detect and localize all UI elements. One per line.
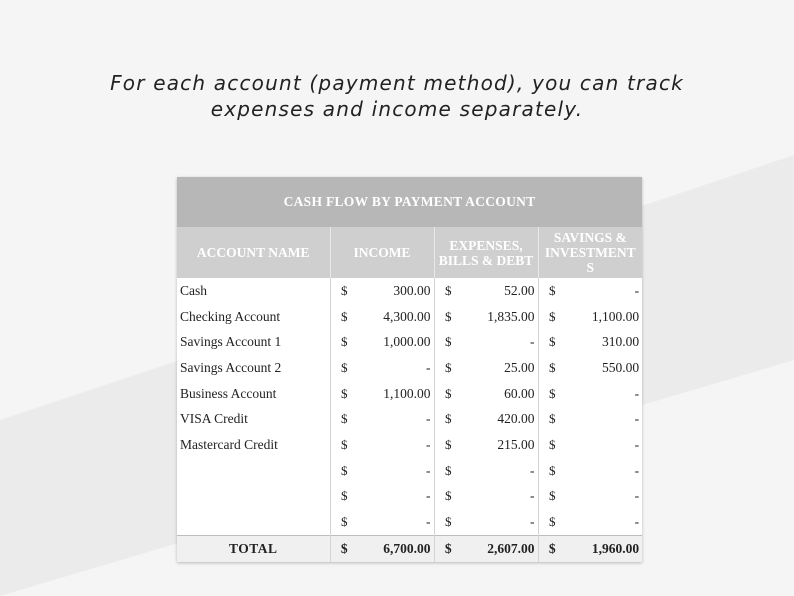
caption-line-2: expenses and income separately. xyxy=(210,97,584,121)
table-row xyxy=(177,355,642,381)
expenses-cell[interactable]: 1,835.00 xyxy=(487,308,535,324)
income-cell[interactable]: - xyxy=(426,411,431,427)
income-currency[interactable]: $ xyxy=(330,278,358,304)
caption-line-1: For each account (payment method), you can track xyxy=(110,71,684,95)
income-currency[interactable]: $ xyxy=(330,406,358,432)
account-name-cell[interactable]: Savings Account 1 xyxy=(180,334,282,350)
account-name-cell[interactable]: VISA Credit xyxy=(180,411,248,427)
income-currency[interactable]: $ xyxy=(330,355,358,381)
account-name-cell[interactable]: Business Account xyxy=(180,385,277,401)
expenses-currency[interactable]: $ xyxy=(434,432,462,458)
income-currency[interactable]: $ xyxy=(330,432,358,458)
expenses-cell[interactable]: 215.00 xyxy=(497,436,535,452)
savings-currency[interactable]: $ xyxy=(538,304,566,330)
account-name-cell[interactable]: Savings Account 2 xyxy=(180,359,282,375)
account-name-cell[interactable]: Mastercard Credit xyxy=(180,436,278,452)
expenses-cell[interactable]: - xyxy=(530,462,535,478)
header-savings-line-3: S xyxy=(586,260,595,275)
income-currency[interactable]: $ xyxy=(330,329,358,355)
table-row xyxy=(177,484,642,510)
savings-currency[interactable]: $ xyxy=(538,329,566,355)
total-income-currency: $ xyxy=(330,535,358,562)
table-row xyxy=(177,304,642,330)
total-label: TOTAL xyxy=(177,535,330,562)
table-row xyxy=(177,278,642,304)
expenses-currency[interactable]: $ xyxy=(434,458,462,484)
savings-cell[interactable]: - xyxy=(634,411,640,427)
table-body xyxy=(177,278,642,535)
income-currency[interactable]: $ xyxy=(330,381,358,407)
expenses-cell[interactable]: 52.00 xyxy=(504,282,535,298)
expenses-currency[interactable]: $ xyxy=(434,509,462,535)
savings-currency[interactable]: $ xyxy=(538,458,566,484)
table-title: CASH FLOW BY PAYMENT ACCOUNT xyxy=(177,177,642,227)
savings-currency[interactable]: $ xyxy=(538,406,566,432)
header-expenses-line-1: EXPENSES, xyxy=(449,237,523,253)
total-expenses-currency: $ xyxy=(434,535,462,562)
total-savings: 1,960.00 xyxy=(566,535,642,562)
expenses-currency[interactable]: $ xyxy=(434,329,462,355)
expenses-cell[interactable]: 60.00 xyxy=(504,385,535,401)
table-row xyxy=(177,458,642,484)
income-currency[interactable]: $ xyxy=(330,458,358,484)
expenses-cell[interactable]: - xyxy=(530,514,535,530)
table-row xyxy=(177,381,642,407)
income-cell[interactable]: - xyxy=(426,436,431,452)
header-expenses-line-2: BILLS & DEBT xyxy=(438,252,534,268)
total-income: 6,700.00 xyxy=(358,535,434,562)
savings-currency[interactable]: $ xyxy=(538,278,566,304)
total-expenses: 2,607.00 xyxy=(462,535,538,562)
income-cell[interactable]: - xyxy=(426,514,431,530)
header-expenses xyxy=(434,227,538,278)
income-cell[interactable]: 1,100.00 xyxy=(383,385,431,401)
account-name-cell[interactable] xyxy=(177,509,330,535)
savings-cell[interactable]: - xyxy=(634,436,640,452)
header-savings-line-2: INVESTMENT xyxy=(544,245,636,260)
table-title-row xyxy=(177,177,642,227)
savings-currency[interactable]: $ xyxy=(538,381,566,407)
income-cell[interactable]: - xyxy=(426,488,431,504)
expenses-cell[interactable]: 420.00 xyxy=(497,411,535,427)
income-currency[interactable]: $ xyxy=(330,304,358,330)
savings-cell[interactable]: - xyxy=(634,514,640,530)
cash-flow-sheet xyxy=(177,177,642,562)
savings-cell[interactable]: - xyxy=(634,282,640,298)
total-row xyxy=(177,535,642,562)
income-cell[interactable]: 300.00 xyxy=(393,282,431,298)
account-name-cell[interactable]: Cash xyxy=(180,282,207,298)
expenses-currency[interactable]: $ xyxy=(434,381,462,407)
savings-currency[interactable]: $ xyxy=(538,355,566,381)
savings-cell[interactable]: - xyxy=(634,462,640,478)
savings-cell[interactable]: 550.00 xyxy=(601,359,640,375)
income-cell[interactable]: - xyxy=(426,462,431,478)
expenses-currency[interactable]: $ xyxy=(434,484,462,510)
total-savings-currency: $ xyxy=(538,535,566,562)
header-account-name: ACCOUNT NAME xyxy=(177,227,330,278)
header-income: INCOME xyxy=(330,227,434,278)
savings-cell[interactable]: 310.00 xyxy=(601,334,640,350)
header-savings-line-1: SAVINGS & xyxy=(553,230,627,245)
expenses-cell[interactable]: - xyxy=(530,488,535,504)
table-row xyxy=(177,329,642,355)
income-cell[interactable]: 1,000.00 xyxy=(383,334,431,350)
caption-text xyxy=(0,70,794,122)
expenses-currency[interactable]: $ xyxy=(434,406,462,432)
savings-cell[interactable]: - xyxy=(634,385,640,401)
expenses-currency[interactable]: $ xyxy=(434,278,462,304)
expenses-cell[interactable]: - xyxy=(530,334,535,350)
savings-currency[interactable]: $ xyxy=(538,432,566,458)
table-row xyxy=(177,509,642,535)
expenses-cell[interactable]: 25.00 xyxy=(504,359,535,375)
header-savings xyxy=(538,227,642,278)
table-row xyxy=(177,432,642,458)
table-header-row xyxy=(177,227,642,278)
savings-currency[interactable]: $ xyxy=(538,509,566,535)
account-name-cell[interactable]: Checking Account xyxy=(180,308,281,324)
savings-cell[interactable]: 1,100.00 xyxy=(591,308,640,324)
table-row xyxy=(177,406,642,432)
income-currency[interactable]: $ xyxy=(330,484,358,510)
income-currency[interactable]: $ xyxy=(330,509,358,535)
account-name-cell[interactable] xyxy=(177,458,330,484)
cash-flow-table xyxy=(177,177,642,562)
expenses-currency[interactable]: $ xyxy=(434,355,462,381)
expenses-currency[interactable]: $ xyxy=(434,304,462,330)
income-cell[interactable]: - xyxy=(426,359,431,375)
savings-currency[interactable]: $ xyxy=(538,484,566,510)
income-cell[interactable]: 4,300.00 xyxy=(383,308,431,324)
account-name-cell[interactable] xyxy=(177,484,330,510)
savings-cell[interactable]: - xyxy=(634,488,640,504)
